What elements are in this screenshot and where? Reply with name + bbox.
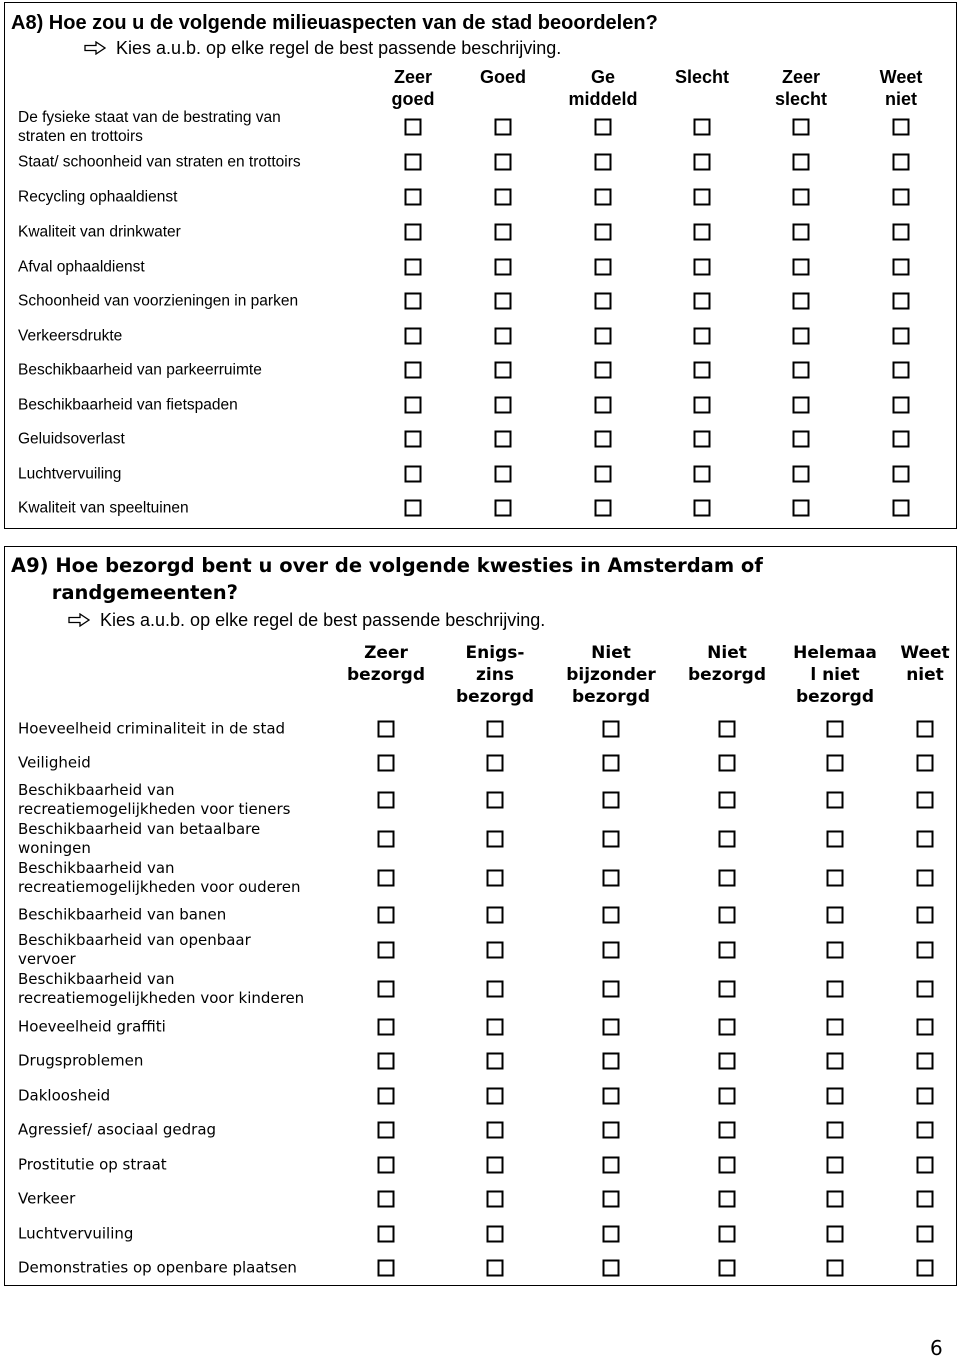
answer-checkbox[interactable] [603, 1019, 620, 1036]
row-label: Beschikbaarheid van fietspaden [18, 396, 238, 414]
row-label: Afval ophaaldienst [18, 258, 145, 276]
answer-checkbox[interactable] [378, 1260, 395, 1277]
answer-checkbox[interactable] [719, 831, 736, 848]
answer-checkbox[interactable] [405, 119, 422, 136]
answer-checkbox[interactable] [378, 831, 395, 848]
answer-checkbox[interactable] [495, 328, 512, 345]
row-label: Luchtvervuiling [18, 1224, 134, 1243]
answer-checkbox[interactable] [893, 119, 910, 136]
answer-checkbox[interactable] [893, 431, 910, 448]
answer-checkbox[interactable] [827, 1122, 844, 1139]
row-label: Beschikbaarheid van recreatiemogelijkheden voor ouderen [18, 859, 301, 896]
answer-checkbox[interactable] [595, 224, 612, 241]
answer-checkbox[interactable] [378, 870, 395, 887]
row-label: Beschikbaarheid van openbaar vervoer [18, 931, 251, 968]
row-label: Dakloosheid [18, 1086, 111, 1105]
answer-checkbox[interactable] [495, 224, 512, 241]
answer-checkbox[interactable] [405, 189, 422, 206]
answer-checkbox[interactable] [378, 1157, 395, 1174]
page-number: 6 [930, 1336, 943, 1360]
answer-checkbox[interactable] [719, 1157, 736, 1174]
answer-checkbox[interactable] [487, 1226, 504, 1243]
question-a8-instruction [84, 38, 561, 58]
column-header: Helemaa l niet bezorgd [793, 643, 877, 707]
answer-checkbox[interactable] [719, 755, 736, 772]
column-header: Slecht [674, 67, 730, 87]
answer-checkbox[interactable] [893, 397, 910, 414]
column-header: Weet niet [879, 67, 923, 109]
answer-checkbox[interactable] [917, 721, 934, 738]
answer-checkbox[interactable] [487, 1053, 504, 1070]
answer-checkbox[interactable] [827, 1053, 844, 1070]
answer-checkbox[interactable] [405, 328, 422, 345]
answer-checkbox[interactable] [694, 154, 711, 171]
answer-checkbox[interactable] [603, 1191, 620, 1208]
row-label: De fysieke staat van de bestrating van straten en trottoirs [18, 109, 281, 145]
answer-checkbox[interactable] [487, 907, 504, 924]
answer-checkbox[interactable] [793, 466, 810, 483]
answer-checkbox[interactable] [893, 154, 910, 171]
answer-checkbox[interactable] [917, 831, 934, 848]
answer-checkbox[interactable] [793, 189, 810, 206]
answer-checkbox[interactable] [917, 792, 934, 809]
answer-checkbox[interactable] [487, 1019, 504, 1036]
answer-checkbox[interactable] [719, 721, 736, 738]
column-header: Zeer bezorgd [347, 643, 425, 685]
answer-checkbox[interactable] [793, 431, 810, 448]
answer-checkbox[interactable] [719, 870, 736, 887]
answer-checkbox[interactable] [893, 189, 910, 206]
answer-checkbox[interactable] [603, 721, 620, 738]
answer-checkbox[interactable] [603, 755, 620, 772]
answer-checkbox[interactable] [603, 870, 620, 887]
answer-checkbox[interactable] [487, 831, 504, 848]
answer-checkbox[interactable] [719, 907, 736, 924]
answer-checkbox[interactable] [595, 466, 612, 483]
answer-checkbox[interactable] [378, 942, 395, 959]
answer-checkbox[interactable] [595, 293, 612, 310]
answer-checkbox[interactable] [405, 154, 422, 171]
answer-checkbox[interactable] [793, 500, 810, 517]
answer-checkbox[interactable] [603, 942, 620, 959]
answer-checkbox[interactable] [495, 189, 512, 206]
answer-checkbox[interactable] [603, 1088, 620, 1105]
answer-checkbox[interactable] [694, 224, 711, 241]
row-label: Hoeveelheid criminaliteit in de stad [18, 719, 286, 738]
answer-checkbox[interactable] [603, 1260, 620, 1277]
answer-checkbox[interactable] [595, 259, 612, 276]
answer-checkbox[interactable] [827, 755, 844, 772]
answer-checkbox[interactable] [378, 1088, 395, 1105]
question-a9-title: A9) Hoe bezorgd bent u over de volgende kwesties in Amsterdam of randgemeenten? [11, 554, 763, 604]
row-label: Recycling ophaaldienst [18, 188, 178, 206]
answer-checkbox[interactable] [827, 1191, 844, 1208]
row-label: Verkeersdrukte [18, 327, 123, 345]
row-label: Beschikbaarheid van recreatiemogelijkheden voor tieners [18, 781, 291, 818]
answer-checkbox[interactable] [378, 1226, 395, 1243]
answer-checkbox[interactable] [827, 1226, 844, 1243]
answer-checkbox[interactable] [487, 1088, 504, 1105]
answer-checkbox[interactable] [487, 721, 504, 738]
answer-checkbox[interactable] [827, 1157, 844, 1174]
answer-checkbox[interactable] [893, 259, 910, 276]
answer-checkbox[interactable] [893, 293, 910, 310]
answer-checkbox[interactable] [694, 500, 711, 517]
answer-checkbox[interactable] [694, 431, 711, 448]
answer-checkbox[interactable] [917, 1157, 934, 1174]
answer-checkbox[interactable] [495, 466, 512, 483]
answer-checkbox[interactable] [487, 1122, 504, 1139]
answer-checkbox[interactable] [495, 431, 512, 448]
answer-checkbox[interactable] [595, 500, 612, 517]
answer-checkbox[interactable] [827, 1088, 844, 1105]
answer-checkbox[interactable] [595, 119, 612, 136]
answer-checkbox[interactable] [495, 293, 512, 310]
answer-checkbox[interactable] [495, 154, 512, 171]
answer-checkbox[interactable] [495, 397, 512, 414]
column-header: Niet bezorgd [688, 643, 766, 685]
answer-checkbox[interactable] [694, 328, 711, 345]
row-label: Beschikbaarheid van parkeerruimte [18, 361, 262, 379]
answer-checkbox[interactable] [719, 1226, 736, 1243]
instruction-text: Kies a.u.b. op elke regel de best passende beschrijving. [100, 610, 546, 630]
row-label: Beschikbaarheid van banen [18, 905, 227, 924]
question-a8-title: A8) Hoe zou u de volgende milieuaspecten van de stad beoordelen? [11, 12, 658, 34]
instruction-text: Kies a.u.b. op elke regel de best passende beschrijving. [116, 38, 562, 58]
question-a9-instruction [68, 610, 545, 630]
answer-checkbox[interactable] [603, 1122, 620, 1139]
answer-checkbox[interactable] [917, 1122, 934, 1139]
arrow-right-icon [84, 41, 106, 55]
answer-checkbox[interactable] [603, 1053, 620, 1070]
answer-checkbox[interactable] [405, 397, 422, 414]
answer-checkbox[interactable] [378, 1191, 395, 1208]
row-label: Geluidsoverlast [18, 430, 125, 448]
answer-checkbox[interactable] [694, 293, 711, 310]
answer-checkbox[interactable] [917, 981, 934, 998]
answer-checkbox[interactable] [827, 870, 844, 887]
column-header: Enigs- zins bezorgd [456, 643, 534, 707]
answer-checkbox[interactable] [378, 981, 395, 998]
answer-checkbox[interactable] [495, 362, 512, 379]
answer-checkbox[interactable] [595, 154, 612, 171]
row-label: Kwaliteit van speeltuinen [18, 499, 189, 517]
answer-checkbox[interactable] [595, 189, 612, 206]
answer-checkbox[interactable] [603, 831, 620, 848]
row-label: Beschikbaarheid van betaalbare woningen [18, 820, 261, 857]
row-label: Drugsproblemen [18, 1051, 144, 1070]
answer-checkbox[interactable] [827, 831, 844, 848]
answer-checkbox[interactable] [405, 259, 422, 276]
answer-checkbox[interactable] [719, 1088, 736, 1105]
answer-checkbox[interactable] [378, 1053, 395, 1070]
answer-checkbox[interactable] [694, 362, 711, 379]
answer-checkbox[interactable] [603, 981, 620, 998]
answer-checkbox[interactable] [827, 907, 844, 924]
answer-checkbox[interactable] [893, 224, 910, 241]
answer-checkbox[interactable] [893, 500, 910, 517]
answer-checkbox[interactable] [378, 1019, 395, 1036]
answer-checkbox[interactable] [719, 1053, 736, 1070]
answer-checkbox[interactable] [487, 942, 504, 959]
answer-checkbox[interactable] [893, 328, 910, 345]
answer-checkbox[interactable] [487, 755, 504, 772]
answer-checkbox[interactable] [917, 755, 934, 772]
answer-checkbox[interactable] [917, 1088, 934, 1105]
answer-checkbox[interactable] [694, 259, 711, 276]
answer-checkbox[interactable] [827, 942, 844, 959]
answer-checkbox[interactable] [595, 397, 612, 414]
answer-checkbox[interactable] [603, 907, 620, 924]
answer-checkbox[interactable] [793, 328, 810, 345]
answer-checkbox[interactable] [603, 1157, 620, 1174]
answer-checkbox[interactable] [917, 1053, 934, 1070]
column-header: Goed [479, 67, 527, 87]
answer-checkbox[interactable] [793, 154, 810, 171]
answer-checkbox[interactable] [719, 942, 736, 959]
arrow-right-icon [68, 613, 90, 627]
column-header: Weet niet [900, 643, 950, 685]
answer-checkbox[interactable] [405, 293, 422, 310]
answer-checkbox[interactable] [893, 362, 910, 379]
answer-checkbox[interactable] [595, 362, 612, 379]
answer-checkbox[interactable] [719, 792, 736, 809]
answer-checkbox[interactable] [917, 1260, 934, 1277]
answer-checkbox[interactable] [893, 466, 910, 483]
answer-checkbox[interactable] [827, 792, 844, 809]
answer-checkbox[interactable] [827, 721, 844, 738]
answer-checkbox[interactable] [495, 259, 512, 276]
row-label: Schoonheid van voorzieningen in parken [18, 292, 299, 310]
answer-checkbox[interactable] [405, 362, 422, 379]
answer-checkbox[interactable] [487, 1191, 504, 1208]
row-label: Demonstraties op openbare plaatsen [18, 1258, 297, 1277]
answer-checkbox[interactable] [827, 1260, 844, 1277]
column-header: Zeer slecht [774, 67, 828, 109]
row-label: Hoeveelheid graffiti [18, 1017, 166, 1036]
answer-checkbox[interactable] [378, 1122, 395, 1139]
column-header: Ge middeld [568, 67, 638, 109]
answer-checkbox[interactable] [487, 1260, 504, 1277]
answer-checkbox[interactable] [793, 293, 810, 310]
answer-checkbox[interactable] [917, 870, 934, 887]
answer-checkbox[interactable] [487, 1157, 504, 1174]
row-label: Luchtvervuiling [18, 465, 122, 483]
answer-checkbox[interactable] [917, 942, 934, 959]
answer-checkbox[interactable] [917, 1191, 934, 1208]
answer-checkbox[interactable] [719, 1019, 736, 1036]
answer-checkbox[interactable] [793, 397, 810, 414]
row-label: Verkeer [18, 1189, 76, 1208]
answer-checkbox[interactable] [694, 119, 711, 136]
answer-checkbox[interactable] [495, 119, 512, 136]
answer-checkbox[interactable] [694, 397, 711, 414]
answer-checkbox[interactable] [793, 259, 810, 276]
answer-checkbox[interactable] [603, 1226, 620, 1243]
answer-checkbox[interactable] [694, 466, 711, 483]
answer-checkbox[interactable] [595, 328, 612, 345]
answer-checkbox[interactable] [405, 500, 422, 517]
answer-checkbox[interactable] [793, 362, 810, 379]
answer-checkbox[interactable] [378, 721, 395, 738]
answer-checkbox[interactable] [719, 1122, 736, 1139]
row-label: Kwaliteit van drinkwater [18, 223, 181, 241]
answer-checkbox[interactable] [793, 224, 810, 241]
answer-checkbox[interactable] [378, 755, 395, 772]
answer-checkbox[interactable] [495, 500, 512, 517]
answer-checkbox[interactable] [487, 981, 504, 998]
answer-checkbox[interactable] [405, 466, 422, 483]
column-header: Niet bijzonder bezorgd [566, 643, 656, 707]
column-header: Zeer goed [391, 67, 435, 109]
answer-checkbox[interactable] [719, 1191, 736, 1208]
answer-checkbox[interactable] [917, 907, 934, 924]
answer-checkbox[interactable] [917, 1226, 934, 1243]
row-label: Agressief/ asociaal gedrag [18, 1120, 217, 1139]
answer-checkbox[interactable] [827, 981, 844, 998]
answer-checkbox[interactable] [603, 792, 620, 809]
row-label: Prostitutie op straat [18, 1155, 167, 1174]
row-label: Staat/ schoonheid van straten en trottoirs [18, 153, 301, 171]
answer-checkbox[interactable] [595, 431, 612, 448]
answer-checkbox[interactable] [487, 792, 504, 809]
row-label: Beschikbaarheid van recreatiemogelijkheden voor kinderen [18, 970, 305, 1007]
answer-checkbox[interactable] [917, 1019, 934, 1036]
answer-checkbox[interactable] [378, 792, 395, 809]
answer-checkbox[interactable] [487, 870, 504, 887]
answer-checkbox[interactable] [405, 431, 422, 448]
answer-checkbox[interactable] [827, 1019, 844, 1036]
row-label: Veiligheid [18, 753, 91, 772]
answer-checkbox[interactable] [378, 907, 395, 924]
answer-checkbox[interactable] [719, 981, 736, 998]
answer-checkbox[interactable] [694, 189, 711, 206]
answer-checkbox[interactable] [405, 224, 422, 241]
answer-checkbox[interactable] [719, 1260, 736, 1277]
answer-checkbox[interactable] [793, 119, 810, 136]
